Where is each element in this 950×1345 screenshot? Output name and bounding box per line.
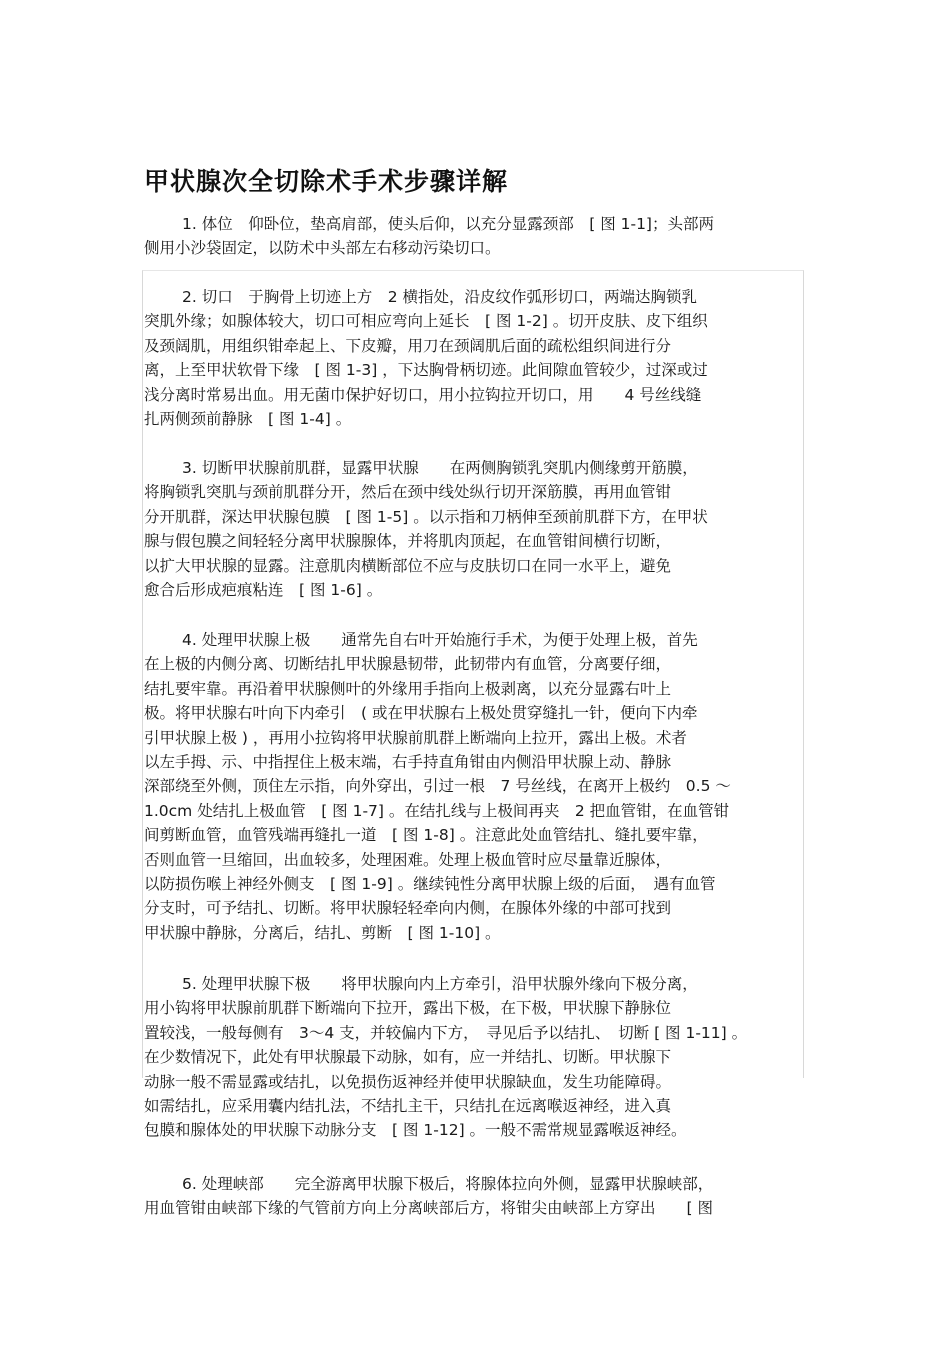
paragraph-line: 突肌外缘；如腺体较大，切口可相应弯向上延长 [ 图 1-2] 。切开皮肤、皮下组织 [144, 312, 708, 331]
paragraph-line: 3. 切断甲状腺前肌群，显露甲状腺 在两侧胸锁乳突肌内侧缘剪开筋膜， [182, 459, 698, 477]
paragraph-line: 扎两侧颈前静脉 [ 图 1-4] 。 [144, 409, 352, 428]
paragraph-line: 分开肌群，深达甲状腺包膜 [ 图 1-5] 。以示指和刀柄伸至颈前肌群下方，在甲状 [144, 507, 708, 526]
paragraph-line: 在少数情况下，此处有甲状腺最下动脉，如有，应一并结扎、切断。甲状腺下 [144, 1048, 672, 1067]
paragraph-line: 置较浅，一般每侧有 3～4 支，并较偏内下方， 寻见后予以结扎、 切断 [ 图 1-11] 。 [144, 1023, 748, 1042]
paragraph-4-upper-pole [144, 628, 814, 945]
paragraph-line: 用小钩将甲状腺前肌群下断端向下拉开，露出下极，在下极，甲状腺下静脉位 [144, 999, 672, 1018]
paragraph-line: 4. 处理甲状腺上极 通常先自右叶开始施行手术，为便于处理上极，首先 [182, 631, 698, 649]
paragraph-line: 在上极的内侧分离、切断结扎甲状腺悬韧带，此韧带内有血管，分离要仔细， [144, 655, 672, 674]
paragraph-line: 引甲状腺上极 ) ，再用小拉钩将甲状腺前肌群上断端向上拉开，露出上极。术者 [144, 728, 687, 747]
paragraph-line: 包膜和腺体处的甲状腺下动脉分支 [ 图 1-12] 。一般不需常规显露喉返神经。 [144, 1121, 687, 1140]
page-title: 甲状腺次全切除术手术步骤详解 [144, 166, 509, 196]
paragraph-2-incision [144, 285, 814, 431]
paragraph-line: 甲状腺中静脉，分离后，结扎、剪断 [ 图 1-10] 。 [144, 923, 501, 942]
paragraph-line: 6. 处理峡部 完全游离甲状腺下极后，将腺体拉向外侧，显露甲状腺峡部， [182, 1175, 714, 1193]
paragraph-line: 分支时，可予结扎、切断。将甲状腺轻轻牵向内侧，在腺体外缘的中部可找到 [144, 899, 672, 918]
paragraph-6-isthmus [144, 1172, 814, 1221]
paragraph-line: 如需结扎，应采用囊内结扎法，不结扎主干，只结扎在远离喉返神经，进入真 [144, 1096, 672, 1115]
paragraph-3-muscles [144, 456, 814, 602]
paragraph-line: 1.0cm 处结扎上极血管 [ 图 1-7] 。在结扎线与上极间再夹 2 把血管钳，在血管钳 [144, 801, 730, 820]
paragraph-line: 以左手拇、示、中指捏住上极末端，右手持直角钳由内侧沿甲状腺上动、静脉 [144, 752, 672, 771]
paragraph-line: 浅分离时常易出血。用无菌巾保护好切口，用小拉钩拉开切口，用 4 号丝线缝 [144, 385, 702, 404]
paragraph-line: 及颈阔肌，用组织钳牵起上、下皮瓣，用刀在颈阔肌后面的疏松组织间进行分 [144, 336, 672, 355]
paragraph-line: 离，上至甲状软骨下缘 [ 图 1-3] ，下达胸骨柄切迹。此间隙血管较少，过深或过 [144, 361, 708, 380]
paragraph-line: 极。将甲状腺右叶向下内牵引 ( 或在甲状腺右上极处贯穿缝扎一针，便向下内牵 [144, 704, 698, 723]
paragraph-line: 侧用小沙袋固定，以防术中头部左右移动污染切口。 [144, 239, 501, 258]
paragraph-line: 1. 体位 仰卧位，垫高肩部，使头后仰，以充分显露颈部 [ 图 1-1]；头部两 [182, 215, 714, 233]
paragraph-5-lower-pole [144, 972, 814, 1143]
paragraph-line: 动脉一般不需显露或结扎，以免损伤返神经并使甲状腺缺血，发生功能障碍。 [144, 1072, 672, 1091]
paragraph-line: 将胸锁乳突肌与颈前肌群分开，然后在颈中线处纵行切开深筋膜，再用血管钳 [144, 483, 672, 502]
paragraph-line: 结扎要牢靠。再沿着甲状腺侧叶的外缘用手指向上极剥离，以充分显露右叶上 [144, 679, 672, 698]
paragraph-line: 深部绕至外侧，顶住左示指，向外穿出，引过一根 7 号丝线，在离开上极约 0.5 ～ [144, 777, 731, 796]
paragraph-line: 用血管钳由峡部下缘的气管前方向上分离峡部后方，将钳尖由峡部上方穿出 [ 图 [144, 1199, 713, 1218]
paragraph-line: 5. 处理甲状腺下极 将甲状腺向内上方牵引，沿甲状腺外缘向下极分离， [182, 975, 698, 993]
paragraph-line: 腺与假包膜之间轻轻分离甲状腺腺体，并将肌肉顶起，在血管钳间横行切断， [144, 532, 672, 551]
paragraph-line: 以扩大甲状腺的显露。注意肌肉横断部位不应与皮肤切口在同一水平上，避免 [144, 556, 672, 575]
paragraph-line: 愈合后形成疤痕粘连 [ 图 1-6] 。 [144, 580, 383, 599]
paragraph-line: 以防损伤喉上神经外侧支 [ 图 1-9] 。继续钝性分离甲状腺上级的后面， 遇有血管 [144, 874, 716, 893]
paragraph-line: 否则血管一旦缩回，出血较多，处理困难。处理上极血管时应尽量靠近腺体， [144, 850, 672, 869]
paragraph-line: 间剪断血管，血管残端再缝扎一道 [ 图 1-8] 。注意此处血管结扎、缝扎要牢靠， [144, 826, 708, 845]
paragraph-1-position [144, 212, 814, 261]
paragraph-line: 2. 切口 于胸骨上切迹上方 2 横指处，沿皮纹作弧形切口，两端达胸锁乳 [182, 288, 698, 306]
